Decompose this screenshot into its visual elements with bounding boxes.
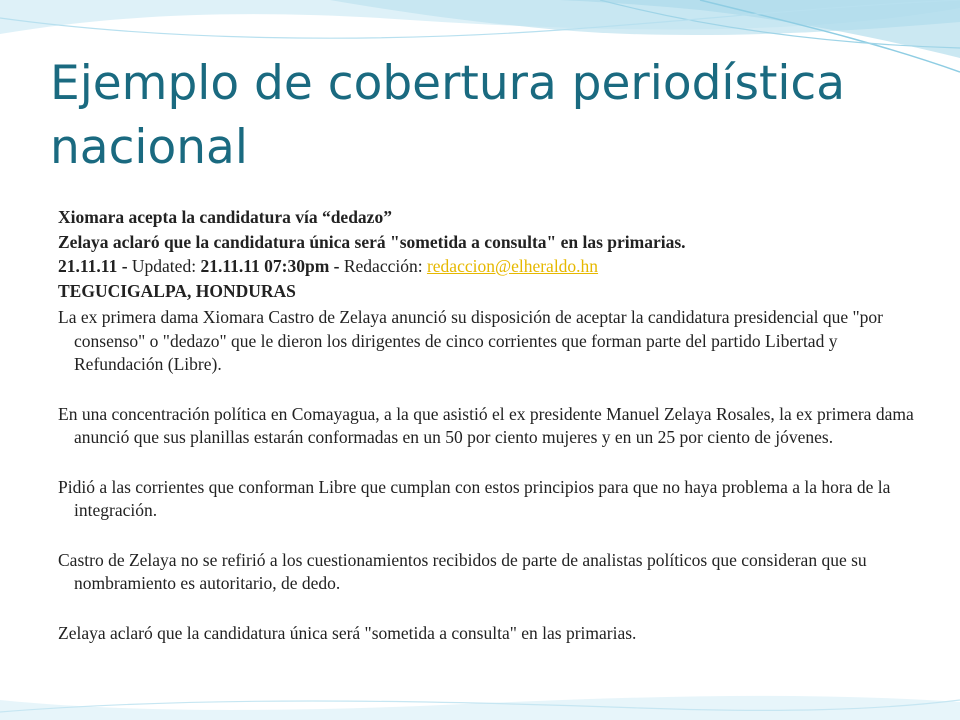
article-paragraph: Zelaya aclaró que la candidatura única será "sometida a consulta" en las primarias.	[58, 622, 637, 643]
email-link[interactable]: redaccion@elheraldo.hn	[426, 256, 599, 276]
article-date: 21.11.11 -	[58, 256, 128, 276]
article-subheadline: Zelaya aclaró que la candidatura única será "sometida a consulta" en las primarias.	[58, 231, 686, 252]
redaccion-label: Redacción:	[339, 256, 427, 276]
article-paragraph: La ex primera dama Xiomara Castro de Zelaya anunció su disposición de aceptar la candidatura presidencial que "por consenso" o "dedazo" que le dieron los dirigentes de cinco corrientes que forman parte del partido Libertad y Refundación (Libre).	[58, 307, 883, 374]
article-paragraph: En una concentración política en Comayagua, a la que asistió el ex presidente Manuel Zelaya Rosales, la ex primera dama anunció que sus planillas estarán conformadas en un 50 por ciento mujeres y en un 25 por ciento de jóvenes.	[58, 403, 914, 447]
article-paragraph: Pidió a las corrientes que conforman Libre que cumplan con estos principios para que no haya problema a la hora de la integración.	[58, 476, 891, 520]
updated-value: 21.11.11 07:30pm -	[200, 256, 340, 276]
article-paragraph: Castro de Zelaya no se refirió a los cuestionamientos recibidos de parte de analistas políticos que consideran que su nombramiento es autoritario, de dedo.	[58, 549, 867, 593]
article-body	[58, 206, 916, 671]
article-location: TEGUCIGALPA, HONDURAS	[58, 280, 296, 301]
article-meta	[58, 255, 916, 279]
updated-label: Updated:	[127, 256, 201, 276]
article-headline: Xiomara acepta la candidatura vía “dedazo”	[58, 207, 392, 227]
slide-title: Ejemplo de cobertura periodística nacional	[50, 56, 846, 175]
